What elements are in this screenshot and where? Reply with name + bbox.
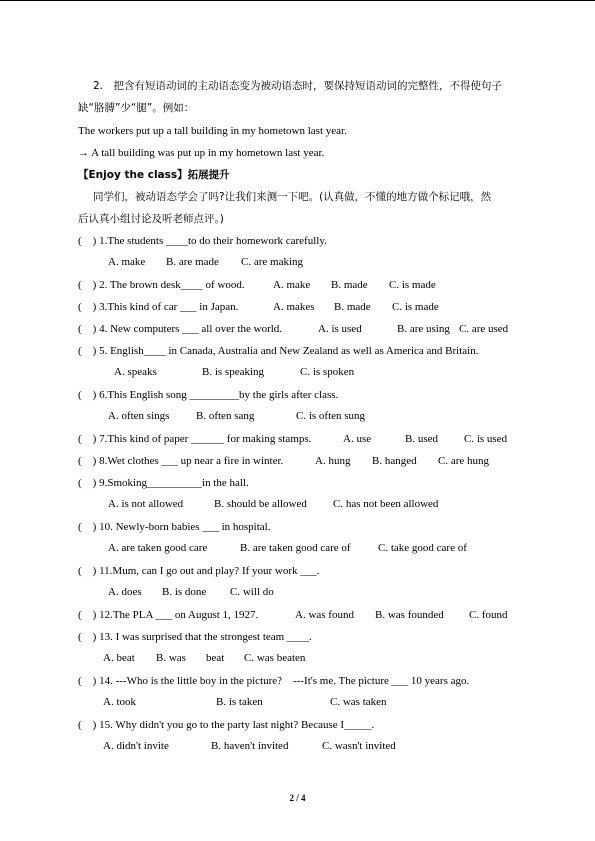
q8-option-c: C. are hung bbox=[438, 455, 490, 467]
q13-option-c: C. was beaten bbox=[244, 652, 306, 664]
note-2-line-1: 2. 把含有短语动词的主动语态变为被动语态时，要保持短语动词的完整性，不得使句子 bbox=[93, 80, 503, 92]
question-8 bbox=[78, 454, 490, 468]
q14-option-a: A. took bbox=[103, 696, 136, 708]
q1-option-b: B. are made bbox=[166, 256, 219, 268]
q14-option-b: B. is taken bbox=[216, 696, 263, 708]
question-13: ( ) 13. I was surprised that the strongest team ____. bbox=[78, 631, 312, 643]
q1-option-c: C. are making bbox=[241, 256, 304, 268]
question-6: ( ) 6.This English song _________by the girls after class. bbox=[78, 389, 339, 401]
q8-option-a: A. hung bbox=[315, 455, 351, 467]
q3-stem: ( ) 3.This kind of car ___ in Japan. bbox=[78, 301, 239, 313]
q9-option-b: B. should be allowed bbox=[214, 498, 307, 510]
section-intro-line-1: 同学们，被动语态学会了吗?让我们来测一下吧。(认真做，不懂的地方做个标记哦，然 bbox=[93, 191, 492, 203]
question-4 bbox=[78, 322, 509, 336]
q6-option-c: C. is often sung bbox=[296, 410, 366, 422]
question-2 bbox=[78, 278, 436, 292]
q3-option-c: C. is made bbox=[392, 301, 439, 313]
example-passive: → A tall building was put up in my hometown last year. bbox=[78, 147, 325, 159]
q13-option-b-cont: beat bbox=[206, 652, 225, 664]
example-active: The workers put up a tall building in my hometown last year. bbox=[78, 125, 347, 137]
question-10: ( ) 10. Newly-born babies ___ in hospital. bbox=[78, 521, 271, 533]
q6-option-b: B. often sang bbox=[196, 410, 255, 422]
q5-option-b: B. is speaking bbox=[202, 366, 265, 378]
q15-option-a: A. didn't invite bbox=[103, 740, 169, 752]
q13-option-a: A. beat bbox=[103, 652, 135, 664]
q7-option-a: A. use bbox=[343, 433, 372, 445]
question-7 bbox=[78, 432, 508, 446]
question-3 bbox=[78, 300, 439, 314]
q12-option-b: B. was founded bbox=[375, 609, 444, 621]
q10-option-b: B. are taken good care of bbox=[240, 542, 351, 554]
q10-option-c: C. take good care of bbox=[378, 542, 467, 554]
question-15: ( ) 15. Why didn't you go to the party last night? Because I_____. bbox=[78, 719, 375, 731]
question-9: ( ) 9.Smoking__________in the hall. bbox=[78, 477, 249, 489]
q2-stem: ( ) 2. The brown desk____ of wood. bbox=[78, 279, 245, 291]
q11-option-b: B. is done bbox=[162, 586, 207, 598]
top-rule bbox=[0, 0, 595, 1]
q11-option-a: A. does bbox=[108, 586, 142, 598]
q5-option-a: A. speaks bbox=[114, 366, 157, 378]
q14-option-c: C. was taken bbox=[330, 696, 387, 708]
q2-option-b: B. made bbox=[331, 279, 368, 291]
q3-option-b: B. made bbox=[334, 301, 371, 313]
q8-stem: ( ) 8.Wet clothes ___ up near a fire in winter. bbox=[78, 455, 284, 467]
q5-option-c: C. is spoken bbox=[300, 366, 355, 378]
note-2-line-2: 缺“胳膊”少“腿”。例如： bbox=[78, 102, 195, 114]
q7-option-c: C. is used bbox=[464, 433, 508, 445]
q7-stem: ( ) 7.This kind of paper ______ for making stamps. bbox=[78, 433, 312, 445]
section-heading: 【Enjoy the class】拓展提升 bbox=[78, 169, 230, 181]
question-1: ( ) 1.The students ____to do their homework carefully. bbox=[78, 235, 327, 247]
q9-option-c: C. has not been allowed bbox=[333, 498, 439, 510]
q10-option-a: A. are taken good care bbox=[108, 542, 208, 554]
q4-option-b: B. are using bbox=[397, 323, 450, 335]
q12-option-c: C. found bbox=[469, 609, 508, 621]
question-11: ( ) 11.Mum, can I go out and play? If your work ___. bbox=[78, 565, 320, 577]
q12-option-a: A. was found bbox=[295, 609, 354, 621]
q13-option-b: B. was bbox=[156, 652, 186, 664]
question-14: ( ) 14. ---Who is the little boy in the picture? ---It's me. The picture ___ 10 years ago. bbox=[78, 675, 470, 687]
q9-option-a: A. is not allowed bbox=[108, 498, 184, 510]
q15-option-b: B. haven't invited bbox=[211, 740, 289, 752]
q11-option-c: C. will do bbox=[230, 586, 274, 598]
q4-stem: ( ) 4. New computers ___ all over the world. bbox=[78, 323, 283, 335]
q4-option-c: C. are used bbox=[459, 323, 509, 335]
question-12 bbox=[78, 608, 508, 622]
q7-option-b: B. used bbox=[405, 433, 438, 445]
question-5: ( ) 5. English____ in Canada, Australia and New Zealand as well as America and Britain. bbox=[78, 345, 479, 357]
q2-option-c: C. is made bbox=[389, 279, 436, 291]
section-intro-line-2: 后认真小组讨论及听老师点评。) bbox=[78, 213, 224, 225]
page-number: 2 / 4 bbox=[289, 793, 306, 803]
q12-stem: ( ) 12.The PLA ___ on August 1, 1927. bbox=[78, 609, 259, 621]
q1-option-a: A. make bbox=[108, 256, 146, 268]
q8-option-b: B. hanged bbox=[372, 455, 417, 467]
q2-option-a: A. make bbox=[273, 279, 311, 291]
q4-option-a: A. is used bbox=[318, 323, 362, 335]
q6-option-a: A. often sings bbox=[108, 410, 170, 422]
q15-option-c: C. wasn't invited bbox=[322, 740, 396, 752]
q3-option-a: A. makes bbox=[273, 301, 315, 313]
